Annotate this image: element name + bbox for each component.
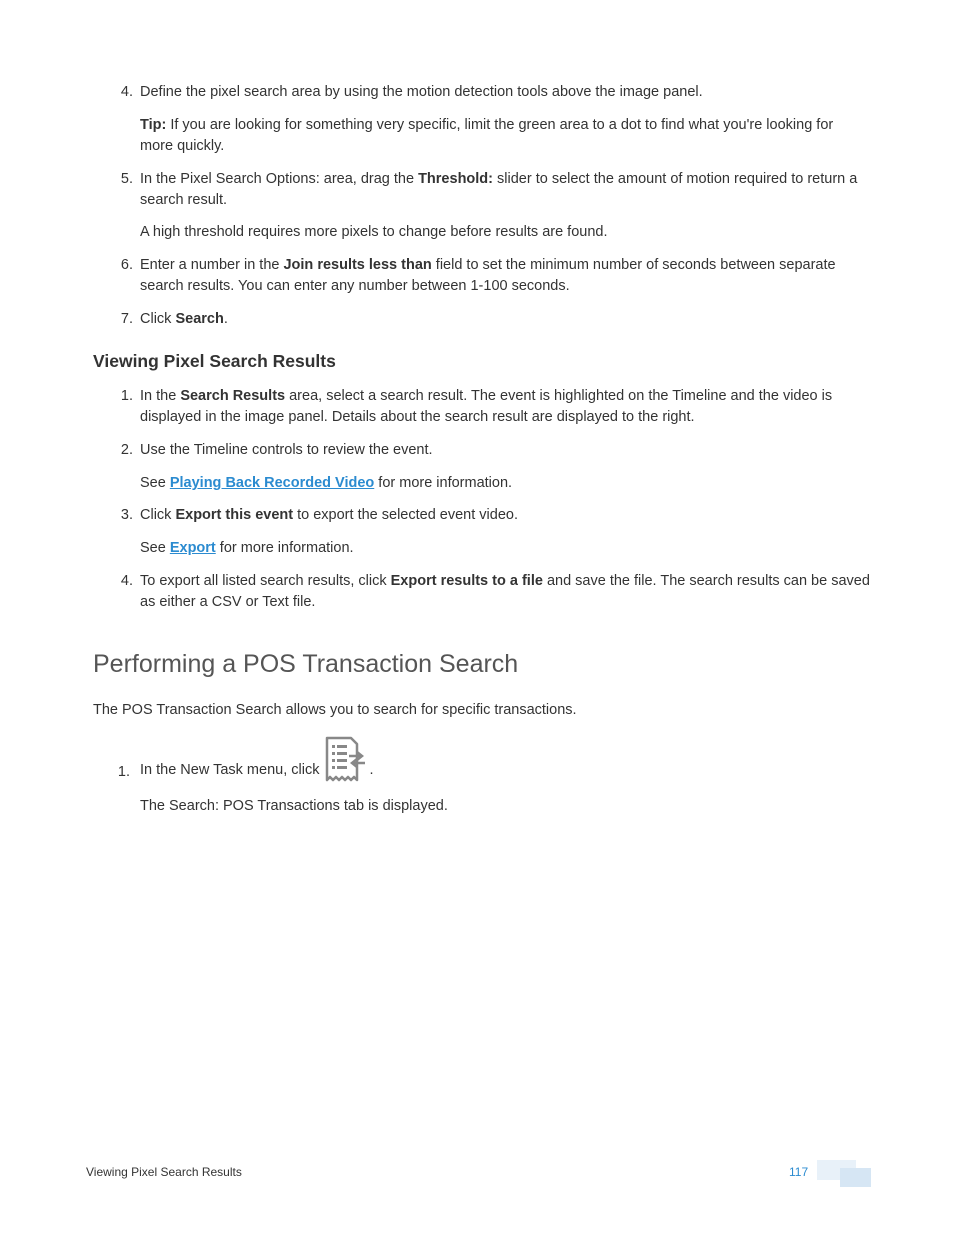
step-text: In the Pixel Search Options: area, drag the Threshold: slider to select the amount of motion required to return a search result.	[140, 171, 858, 208]
export-results-label: Export results to a file	[390, 573, 543, 589]
threshold-note: A high threshold requires more pixels to change before results are found.	[140, 224, 608, 240]
tip-paragraph	[140, 115, 870, 157]
step-number: 5.	[120, 171, 133, 187]
step-text: In the New Task menu, click .	[140, 736, 873, 782]
see-also: See Playing Back Recorded Video for more information.	[140, 475, 513, 491]
search-label: Search	[175, 311, 224, 327]
intro-paragraph: The POS Transaction Search allows you to search for specific transactions.	[93, 702, 577, 718]
step-text: Enter a number in the Join results less than field to set the minimum number of seconds between separate search results. You can enter any number between 1-100 seconds.	[140, 257, 836, 294]
step-number: 3.	[120, 507, 133, 523]
pos-result-note: The Search: POS Transactions tab is displayed.	[140, 798, 448, 814]
step-text: Click Export this event to export the selected event video.	[140, 507, 518, 523]
pos-transaction-icon	[325, 736, 367, 782]
join-results-label: Join results less than	[283, 257, 432, 273]
tip-label: Tip:	[140, 117, 167, 133]
step-text: Click Search.	[140, 311, 228, 327]
step-number: 2.	[120, 442, 133, 458]
export-event-label: Export this event	[175, 507, 294, 523]
threshold-label: Threshold:	[418, 171, 493, 187]
export-link[interactable]: Export	[169, 540, 216, 556]
playing-back-link[interactable]: Playing Back Recorded Video	[169, 475, 375, 491]
see-also: See Export for more information.	[140, 540, 354, 556]
tip-text: If you are looking for something very specific, limit the green area to a dot to find what you're looking for more quickly.	[140, 117, 834, 154]
step-number: 6.	[120, 257, 133, 273]
step-text: To export all listed search results, click Export results to a file and save the file. The search results can be saved as either a CSV or Text file.	[140, 573, 870, 610]
page-heading: Performing a POS Transaction Search	[93, 650, 519, 678]
step-number: 4.	[120, 573, 133, 589]
step-text: Use the Timeline controls to review the event.	[140, 442, 433, 458]
step-number: 7.	[120, 311, 133, 327]
page-number: 117	[789, 1165, 809, 1179]
step-number: 1.	[120, 388, 133, 404]
footer-decoration	[840, 1168, 871, 1187]
step-text: In the Search Results area, select a search result. The event is highlighted on the Timeline and the video is displayed in the image panel. Details about the search result are displayed to the right.	[140, 388, 833, 425]
search-results-label: Search Results	[180, 388, 286, 404]
section-heading: Viewing Pixel Search Results	[93, 351, 336, 371]
step-number: 1.	[117, 764, 130, 780]
step-number: 4.	[120, 84, 133, 100]
step-text: Define the pixel search area by using the motion detection tools above the image panel.	[140, 84, 703, 100]
footer-section-title: Viewing Pixel Search Results	[86, 1165, 242, 1179]
